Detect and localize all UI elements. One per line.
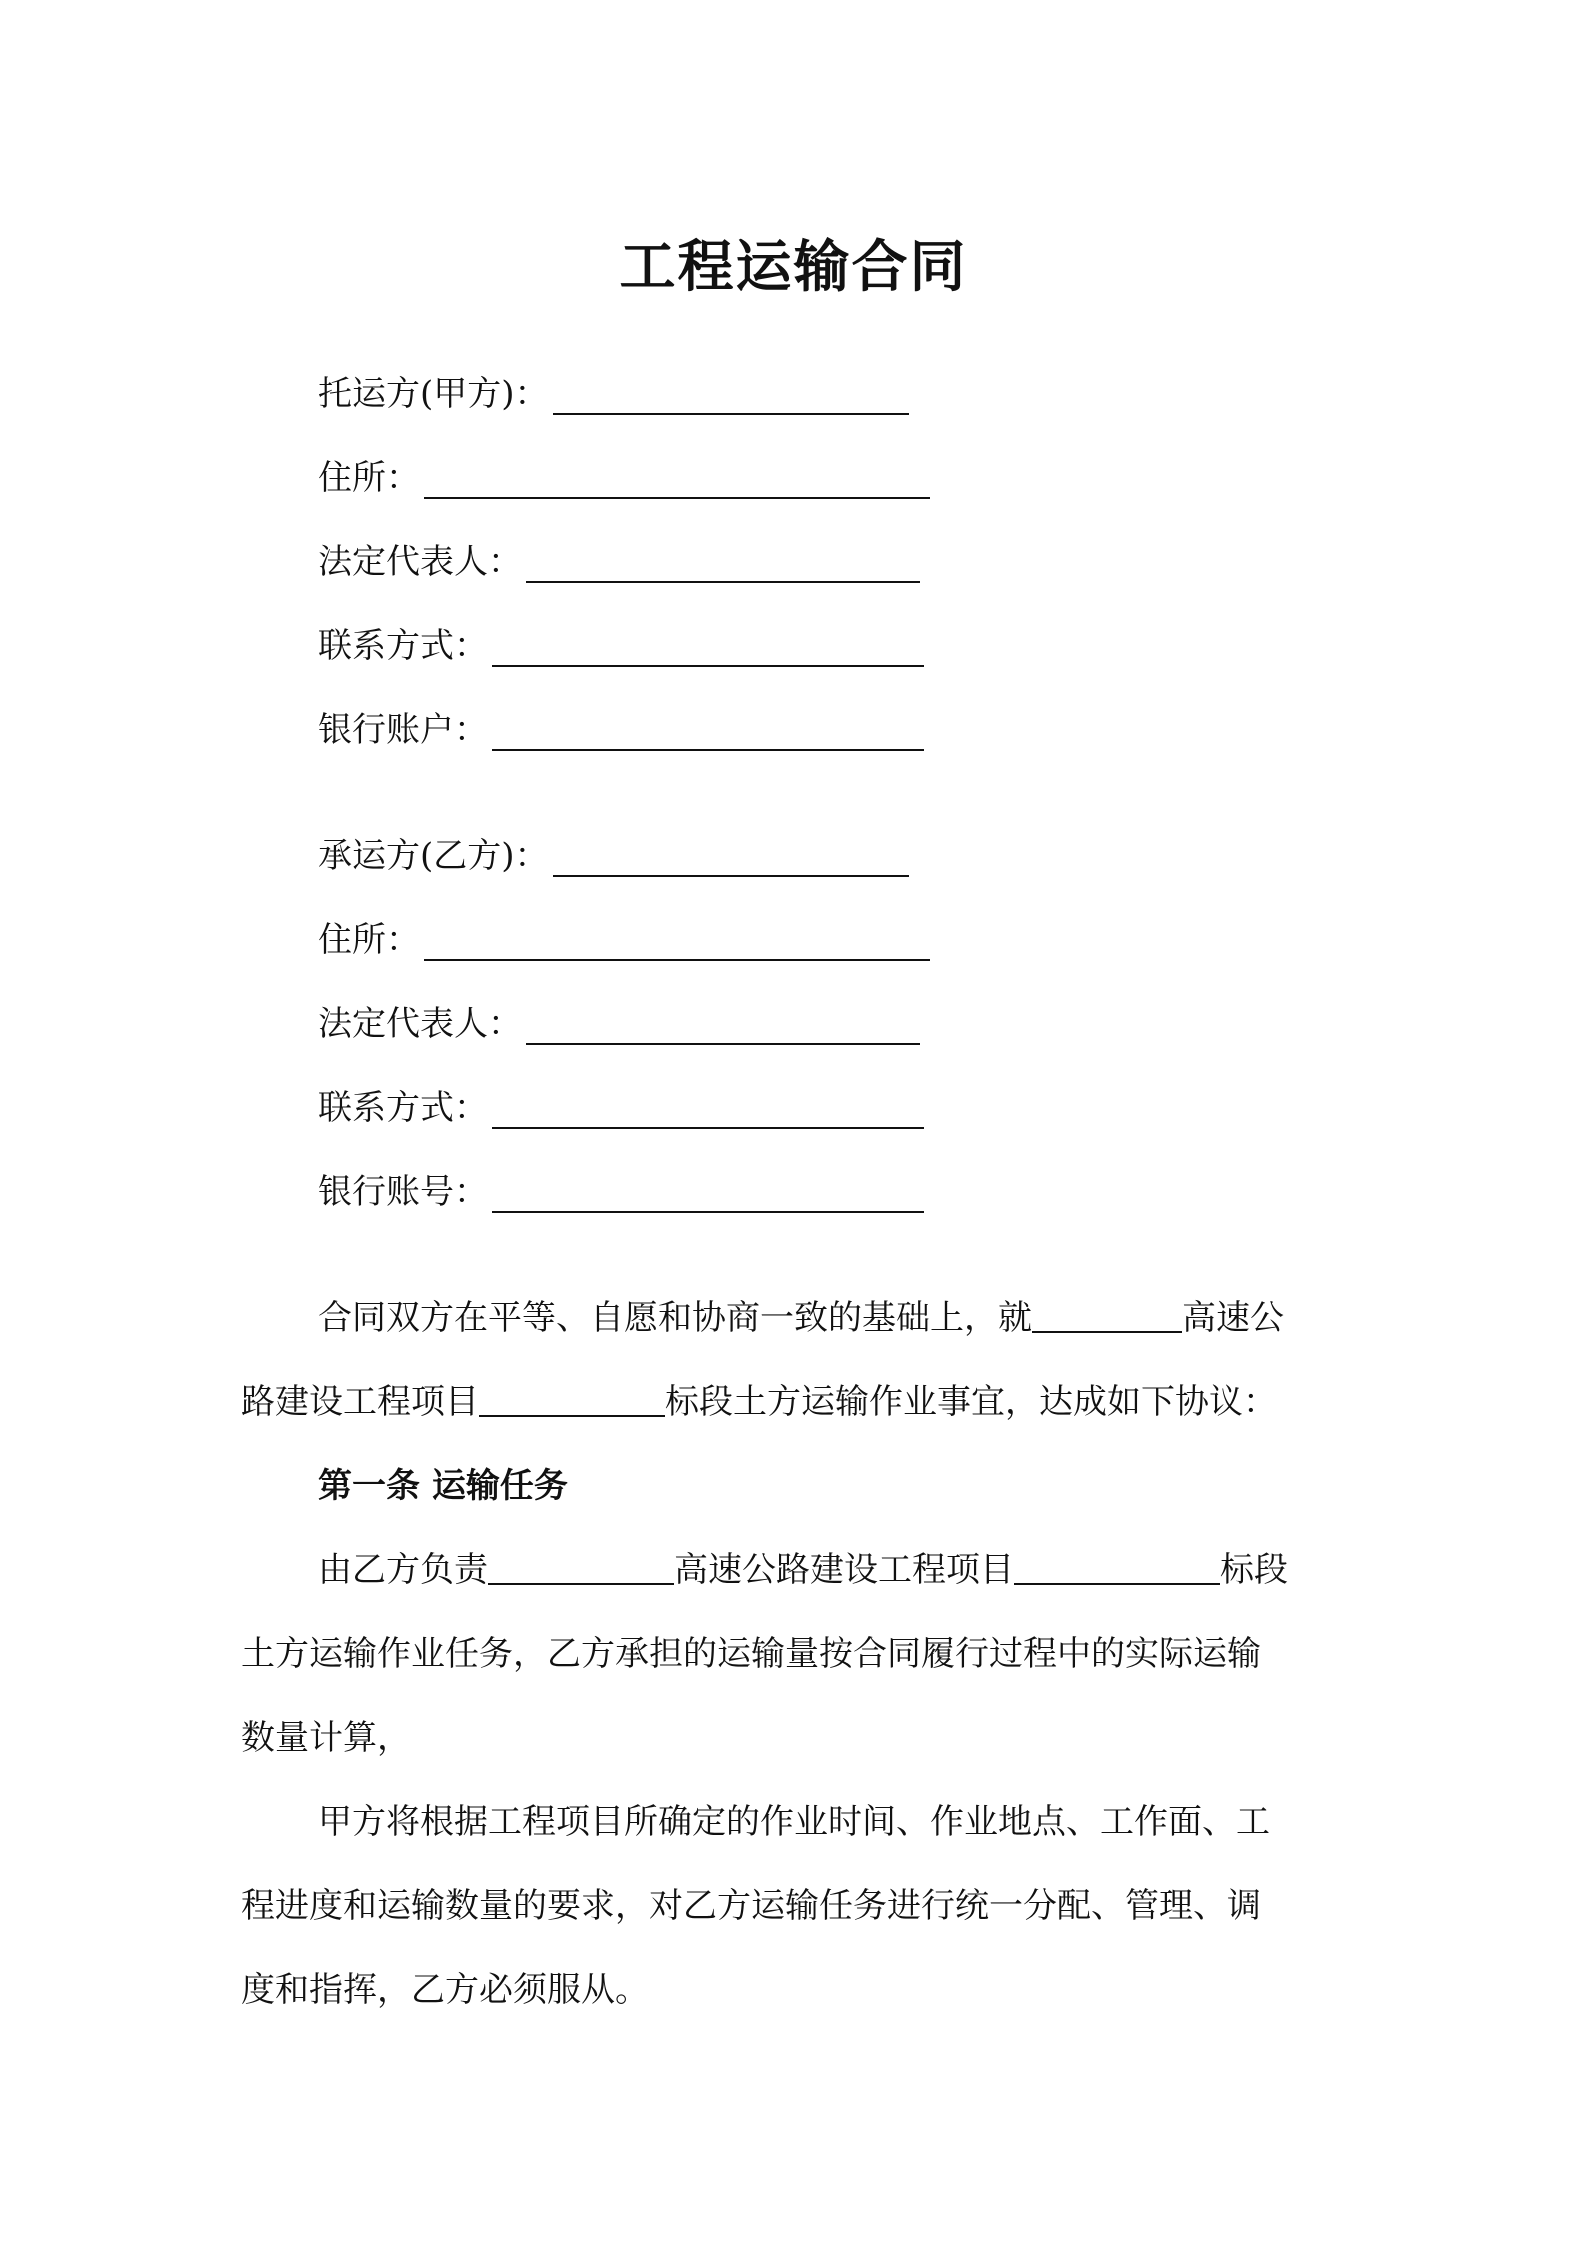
article-1-paragraph-2 — [241, 1780, 1351, 2032]
article-1-text-1c: 标段 — [1220, 1550, 1288, 1590]
article-1-text-1a: 由乙方负责 — [318, 1550, 488, 1590]
article-1-project-blank[interactable] — [488, 1547, 674, 1585]
intro-text-2b: 标段土方运输作业事宜，达成如下协议： — [665, 1382, 1277, 1422]
article-1-paragraph-1 — [241, 1528, 1351, 1780]
article-1-section-blank[interactable] — [1014, 1547, 1220, 1585]
intro-paragraph — [241, 1276, 1351, 1444]
party-a-legal-rep-blank[interactable] — [526, 545, 920, 583]
party-b-bank-field — [318, 1167, 924, 1217]
article-1-p2-line-2: 程进度和运输数量的要求，对乙方运输任务进行统一分配、管理、调 — [241, 1886, 1261, 1926]
party-b-carrier-field — [318, 831, 909, 881]
party-a-contact-field — [318, 621, 924, 671]
article-1-p1-line-1 — [241, 1528, 1351, 1612]
party-a-contact-blank[interactable] — [492, 629, 924, 667]
page-title: 工程运输合同 — [619, 235, 968, 300]
party-b-legal-rep-field — [318, 999, 920, 1049]
party-a-contact-label: 联系方式： — [318, 626, 488, 666]
article-1-p1-line-3: 数量计算， — [241, 1718, 411, 1758]
party-a-legal-rep-label: 法定代表人： — [318, 542, 522, 582]
party-b-carrier-blank[interactable] — [553, 839, 909, 877]
article-1-p2-text-1: 甲方将根据工程项目所确定的作业时间、作业地点、工作面、工 — [318, 1802, 1270, 1842]
party-a-shipper-blank[interactable] — [553, 377, 909, 415]
party-b-address-field — [318, 915, 930, 965]
party-b-contact-label: 联系方式： — [318, 1088, 488, 1128]
party-a-bank-label: 银行账户： — [318, 710, 488, 750]
party-a-shipper-field — [318, 369, 909, 419]
party-b-contact-field — [318, 1083, 924, 1133]
party-a-address-field — [318, 453, 930, 503]
party-b-bank-label: 银行账号： — [318, 1172, 488, 1212]
party-a-shipper-label: 托运方(甲方)： — [318, 374, 549, 414]
party-b-contact-blank[interactable] — [492, 1091, 924, 1129]
intro-line-2 — [241, 1360, 1351, 1444]
party-b-legal-rep-blank[interactable] — [526, 1007, 920, 1045]
article-1-p2-line-1 — [241, 1780, 1351, 1864]
party-b-address-label: 住所： — [318, 920, 420, 960]
party-a-legal-rep-field — [318, 537, 920, 587]
intro-line-1 — [241, 1276, 1351, 1360]
article-1-p1-line-2: 土方运输作业任务，乙方承担的运输量按合同履行过程中的实际运输 — [241, 1634, 1261, 1674]
party-a-bank-blank[interactable] — [492, 713, 924, 751]
party-b-carrier-label: 承运方(乙方)： — [318, 836, 549, 876]
intro-project-blank[interactable] — [1032, 1295, 1182, 1333]
party-b-bank-blank[interactable] — [492, 1175, 924, 1213]
party-a-address-label: 住所： — [318, 458, 420, 498]
intro-text-1a: 合同双方在平等、自愿和协商一致的基础上，就 — [318, 1298, 1032, 1338]
party-b-address-blank[interactable] — [424, 923, 930, 961]
article-1-text-1b: 高速公路建设工程项目 — [674, 1550, 1014, 1590]
party-a-bank-field — [318, 705, 924, 755]
intro-text-1b: 高速公 — [1182, 1298, 1284, 1338]
intro-section-blank[interactable] — [479, 1379, 665, 1417]
intro-text-2a: 路建设工程项目 — [241, 1382, 479, 1422]
article-1-heading: 第一条 运输任务 — [318, 1466, 568, 1506]
article-1-p2-line-3: 度和指挥，乙方必须服从。 — [241, 1970, 649, 2010]
party-a-address-blank[interactable] — [424, 461, 930, 499]
party-b-legal-rep-label: 法定代表人： — [318, 1004, 522, 1044]
